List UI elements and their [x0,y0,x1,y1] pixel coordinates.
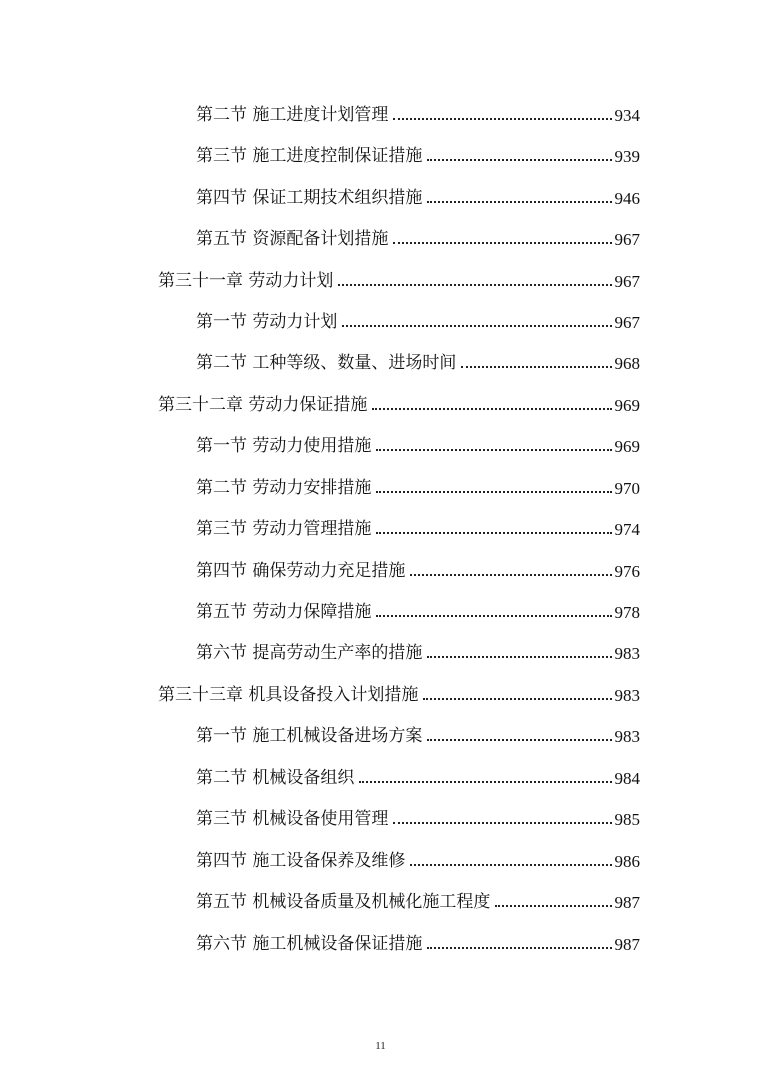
toc-entry-page: 983 [614,727,640,746]
toc-entry-title: 第六节 施工机械设备保证措施 [196,934,423,954]
toc-chapter-entry[interactable] [158,260,640,290]
toc-entry[interactable] [196,94,640,124]
toc-entry[interactable] [196,881,640,911]
dot-leader [427,200,611,203]
dot-leader [376,490,611,493]
toc-entry-page: 968 [614,354,640,373]
dot-leader [427,946,611,949]
toc-entry-title: 第一节 施工机械设备进场方案 [196,726,423,746]
toc-entry-page: 934 [614,106,640,125]
toc-entry-title: 第三十三章 机具设备投入计划措施 [158,685,419,705]
dot-leader [376,531,611,534]
toc-entry-page: 969 [614,396,640,415]
toc-entry-page: 983 [614,644,640,663]
dot-leader [423,697,611,700]
dot-leader [410,863,611,866]
dot-leader [410,573,611,576]
toc-entry[interactable] [196,177,640,207]
toc-entry-page: 986 [614,852,640,871]
toc-entry-title: 第四节 保证工期技术组织措施 [196,188,423,208]
toc-entry[interactable] [196,923,640,953]
toc-entry-page: 987 [614,893,640,912]
toc-entry-title: 第六节 提高劳动生产率的措施 [196,643,423,663]
toc-chapter-entry[interactable] [158,674,640,704]
toc-entry-title: 第四节 施工设备保养及维修 [196,851,406,871]
toc-entry[interactable] [196,757,640,787]
toc-entry-page: 969 [614,437,640,456]
toc-entry-title: 第三节 机械设备使用管理 [196,809,389,829]
toc-entry-page: 983 [614,686,640,705]
dot-leader [376,448,611,451]
dot-leader [342,324,611,327]
toc-entry-title: 第五节 资源配备计划措施 [196,229,389,249]
toc-entry-title: 第二节 机械设备组织 [196,768,355,788]
toc-entry-title: 第三节 施工进度控制保证措施 [196,146,423,166]
toc-entry-page: 978 [614,603,640,622]
toc-entry-title: 第三十一章 劳动力计划 [158,271,334,291]
toc-entry[interactable] [196,342,640,372]
toc-entry[interactable] [196,550,640,580]
toc-entry[interactable] [196,591,640,621]
page-number: 11 [375,1040,386,1052]
toc-entry-page: 939 [614,147,640,166]
toc-entry-title: 第二节 劳动力安排措施 [196,478,372,498]
toc-entry[interactable] [196,715,640,745]
dot-leader [372,407,611,410]
toc-entry[interactable] [196,840,640,870]
toc-entry[interactable] [196,508,640,538]
toc-entry[interactable] [196,218,640,248]
toc-entry[interactable] [196,632,640,662]
toc-entry-page: 970 [614,479,640,498]
dot-leader [359,780,611,783]
dot-leader [393,241,611,244]
toc-entry-page: 985 [614,810,640,829]
toc-entry-page: 967 [614,272,640,291]
dot-leader [495,904,611,907]
toc-entry[interactable] [196,301,640,331]
toc-entry-page: 984 [614,769,640,788]
dot-leader [427,738,611,741]
dot-leader [393,117,611,120]
toc-entry[interactable] [196,467,640,497]
toc-chapter-entry[interactable] [158,384,640,414]
dot-leader [393,821,611,824]
toc-entry-title: 第五节 劳动力保障措施 [196,602,372,622]
dot-leader [427,158,611,161]
dot-leader [376,614,611,617]
dot-leader [338,283,611,286]
toc-entry-title: 第二节 施工进度计划管理 [196,105,389,125]
dot-leader [427,655,611,658]
toc-entry-page: 976 [614,562,640,581]
toc-entry-title: 第三十二章 劳动力保证措施 [158,395,368,415]
toc-entry-page: 987 [614,935,640,954]
toc-entry[interactable] [196,798,640,828]
toc-entry-title: 第四节 确保劳动力充足措施 [196,561,406,581]
toc-entry-page: 974 [614,520,640,539]
toc-entry[interactable] [196,135,640,165]
toc-entry[interactable] [196,425,640,455]
toc-entry-page: 946 [614,189,640,208]
dot-leader [461,365,611,368]
toc-entry-page: 967 [614,230,640,249]
toc-entry-title: 第三节 劳动力管理措施 [196,519,372,539]
toc-entry-page: 967 [614,313,640,332]
toc-entry-title: 第五节 机械设备质量及机械化施工程度 [196,892,491,912]
toc-entry-title: 第二节 工种等级、数量、进场时间 [196,353,457,373]
toc-entry-title: 第一节 劳动力使用措施 [196,436,372,456]
toc-entry-title: 第一节 劳动力计划 [196,312,338,332]
